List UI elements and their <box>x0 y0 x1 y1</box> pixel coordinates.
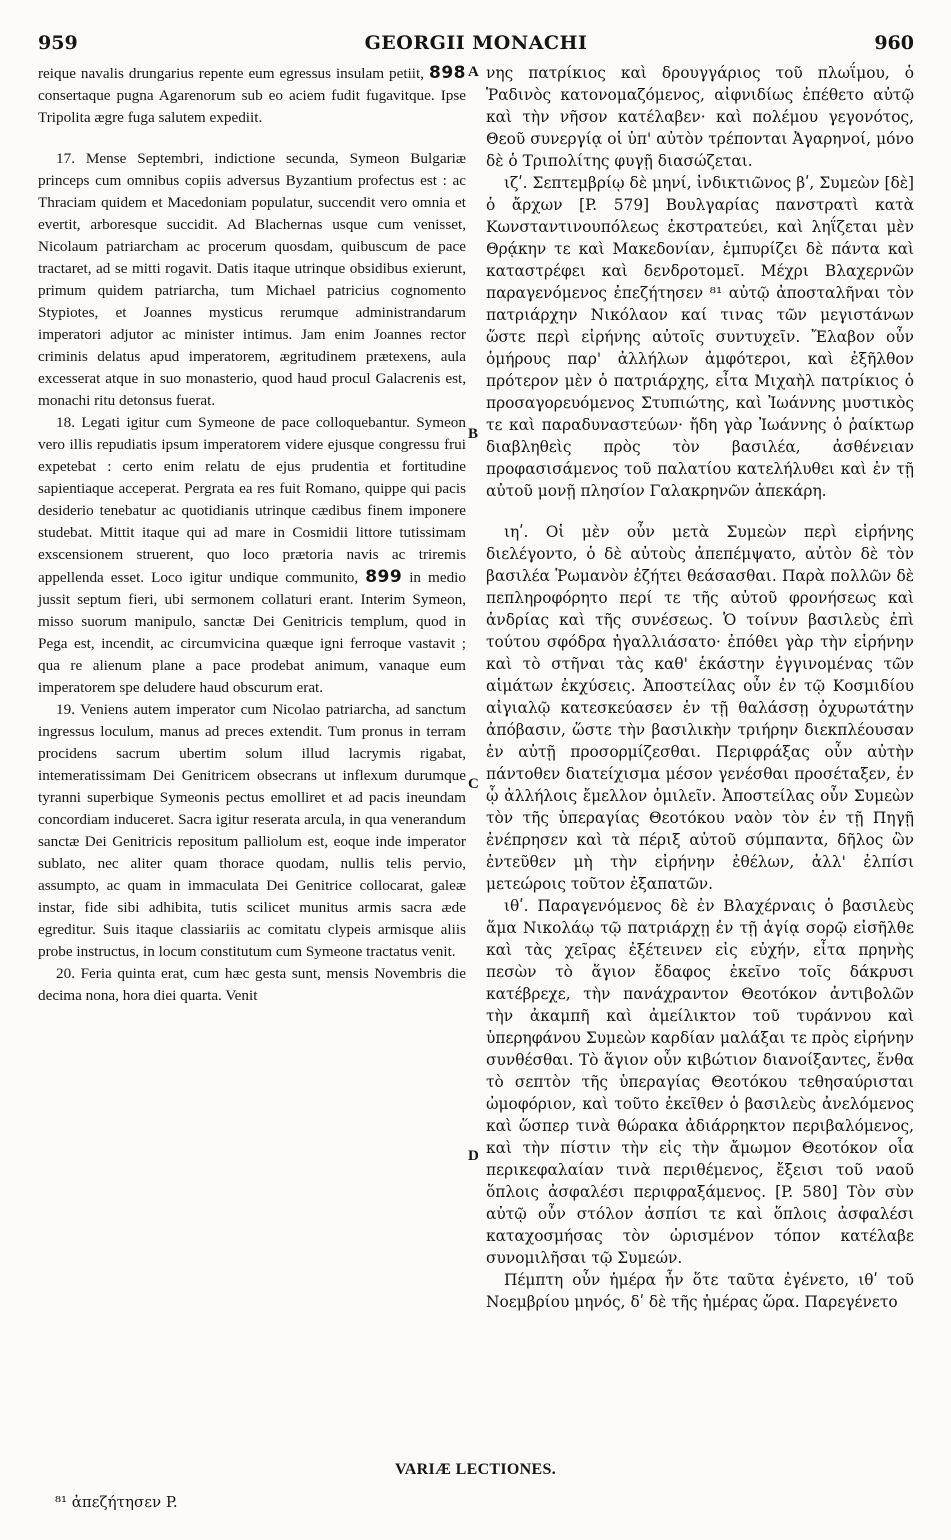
latin-column <box>38 62 466 1007</box>
latin-paragraph-17: 17. Mense Septembri, indictione secunda, Symeon Bulgariæ princeps cum omnibus copiis adversus Byzantium profectus est : ac Thraciam quidem et Macedoniam populatur, succendit vero omnia et evertit, arboresque succidit. Ad Blachernas usque cum venisset, Nicolaum patriarcham ac procerum quosdam, quibuscum de pace tractaret, ad se mitti rogavit. Datis itaque utrinque obsidibus exierunt, primum quidem patriarcha, tum Michael patricius cognomento Stypiotes, et Joannes mysticus rerumque administrandarum imperatori adjutor ac minister intimus. Jam enim Joannes rector criminis delatus apud imperatorem, ægritudinem prætexens, aula excesserat atque in suo monasterio, quod haud procul Galacrenis est, monachi ritu detonsus fuerat. <box>38 150 466 409</box>
page-number-left: 959 <box>38 32 78 54</box>
column-number: 898 <box>429 63 466 83</box>
variae-lectiones-heading: VARIÆ LECTIONES. <box>395 1461 556 1478</box>
latin-text: consertaque pugna Agarenorum sub eo aciem fudit fugavitque. Ipse Tripolita ægre fuga salutem expediit. <box>38 87 466 126</box>
margin-marker-b: B <box>468 426 479 442</box>
page-title: GEORGII MONACHI <box>364 32 588 54</box>
latin-paragraph-20: 20. Feria quinta erat, cum hæc gesta sunt, mensis Novembris die decima nona, hora diei quarta. Venit <box>38 965 466 1004</box>
latin-paragraph-18 <box>38 412 466 699</box>
greek-paragraph-18: ιηʹ. Οἱ μὲν οὖν μετὰ Συμεὼν περὶ εἰρήνης διελέγοντο, ὁ δὲ αὐτοὺς ἀπεπέμψατο, αὐτὸν δὲ τὸν βασιλέα Ῥωμανὸν ἐζήτει θεάσασθαι. Παρὰ πολλῶν δὲ πεπληροφόρητο περί τε τῆς αὐτοῦ φρονήσεως καὶ ἀνδρίας καὶ τῆς συνέσεως. Ὁ τοίνυν βασιλεὺς ἐπὶ τούτου σφόδρα ἠγαλλιάσατο· ἐπόθει γὰρ τὴν εἰρήνην καὶ τὸ στῆναι τὰς καθ' ἑκάστην ἐγγινομένας τῶν αἱμάτων ἐκχύσεις. Ἀποστείλας οὖν ἐν τῷ Κοσμιδίου αἰγιαλῷ κατεσκεύασεν ἐν τῇ θαλάσσῃ ὀχυρωτάτην ἀπόβασιν, ὥστε τὴν βασιλικὴν τριήρην διεκπλέουσαν ἐν αὐτῇ προσορμίζεσθαι. Περιφράξας οὖν αὐτὴν πάντοθεν διατείχισμα μέσον γενέσθαι προσέταξεν, ἐν ᾧ ἀλλήλοις ἔμελλον ὁμιλεῖν. Ἀποστείλας οὖν Συμεὼν τὸν τῆς ὑπεραγίας Θεοτόκου ναὸν τὸν ἐν τῇ Πηγῇ ἐνέπρησεν καὶ τὰ πέριξ αὐτοῦ σύμπαντα, δῆλος ὢν ἐντεῦθεν μὴ τὴν εἰρήνην ἐθέλων, ἀλλ' ἐλπίσι μετεώροις τοῦτον ἐξαπατῶν. <box>486 523 914 893</box>
latin-paragraph-intro <box>38 62 466 129</box>
margin-marker-c: C <box>468 776 479 792</box>
latin-text: in medio jussit septum fieri, ubi sermonem collaturi erant. Interim Symeon, misso suorum manipulo, sanctæ Dei Genitricis templum, quod in Pega est, incendit, ac circumvicina quæque igni ferroque vastavit ; qua re alienum plane a pace prodebat animum, vanaque eum imperatorem spe deludere haud obscurum erat. <box>38 569 466 696</box>
latin-text: 18. Legati igitur cum Symeone de pace colloquebantur. Symeon vero illis repudiatis ipsum imperatorem videre ejusque congressu frui expetebat : certo enim relatu de ejus prudentia et fortitudine sapientiaque acceperat. Pergrata ea res fuit Romano, quippe qui pacis desiderio tenebatur ac quotidianis utrinque cædibus finem imponere studebat. Mittit itaque qui ad mare in Cosmidii littore tutissimam exscensionem struerent, quo loco prætoria navis ac triremis appellenda esset. Loco igitur undique communito, <box>38 414 466 586</box>
greek-paragraph-17: ιζʹ. Σεπτεμβρίῳ δὲ μηνί, ἰνδικτιῶνος βʹ, Συμεὼν [δὲ] ὁ ἄρχων [P. 579] Βουλγαρίας πανστρατὶ κατὰ Κωνσταντινουπόλεως ἐκστρατεύει, καὶ ληΐζεται μὲν Θρᾴκην τε καὶ Μακεδονίαν, ἐμπυρίζει δὲ πάντα καὶ καταστρέφει καὶ δενδροτομεῖ. Μέχρι Βλαχερνῶν παραγενόμενος ἐπεζήτησεν ⁸¹ αὐτῷ ἀποσταλῆναι τὸν πατριάρχην Νικόλαον καί τινας τῶν μεγιστάνων ὥστε περὶ εἰρήνης αὐτοῖς συντυχεῖν. Ἔλαβον οὖν ὁμήρους παρ' ἀλλήλων ἀμφότεροι, καὶ ἐξῆλθον πρότερον μὲν ὁ πατριάρχης, εἶτα Μιχαὴλ πατρίκιος ὁ προσαγορευόμενος Στυπιώτης, καὶ Ἰωάννης μυστικὸς τε καὶ παραδυναστεύων· ἤδη γὰρ Ἰωάννης ὁ ῥαίκτωρ διαβληθεὶς πρὸς τὸν βασιλέα, ἀσθένειαν προφασισάμενος τοῦ παλατίου κατελήλυθει καὶ ἐν τῇ αὐτοῦ μονῇ πλησίον Γαλακρηνῶν ἀπεκάρη. <box>486 174 914 500</box>
greek-paragraph-19: ιθʹ. Παραγενόμενος δὲ ἐν Βλαχέρναις ὁ βασιλεὺς ἅμα Νικολάῳ τῷ πατριάρχῃ ἐν τῇ ἁγίᾳ σορῷ εἰσῆλθε καὶ τὰς χεῖρας ἐξέτεινεν εἰς εὐχήν, εἶτα πρηνὴς πεσὼν τὸ ἅγιον ἔδαφος ἐκεῖνο τοῖς δάκρυσι κατέβρεχε, τὴν πανάχραντον Θεοτόκον ἀντιβολῶν τὴν ἀκαμπῆ καὶ ἀμείλικτον τοῦ τυράννου καὶ ὑπερηφάνου Συμεὼν καρδίαν μαλάξαι τε πρὸς εἰρήνην συνθέσθαι. Τὸ ἅγιον οὖν κιβώτιον διανοίξαντες, ἔνθα τὸ σεπτὸν τῆς ὑπεραγίας Θεοτόκου τεθησαύρισται ὠμοφόριον, καὶ τοῦτο ἐκεῖθεν ὁ βασιλεὺς ἀνελόμενος καὶ ὥσπερ τινὰ θώρακα ἀδιάρρηκτον περιβαλόμενος, καὶ τὴν πίστιν τὴν εἰς τὴν ἄμωμον Θεοτόκον οἷα περικεφαλαίαν τινὰ περιθέμενος, ἔξεισι τοῦ ναοῦ ὅπλοις ἀσφαλέσι περιφραξάμενος. [P. 580] Τὸν σὺν αὐτῷ οὖν στόλον ἀσπίσι τε καὶ ὅπλοις ἀσφαλέσι καταχοσμήσας τὸν ὡρισμένον τόπον κατέλαβε συνομιλῆσαι τῷ Συμεών. <box>486 897 914 1267</box>
margin-marker-a: A <box>468 64 479 80</box>
footnote: ⁸¹ ἀπεζήτησεν P. <box>55 1493 178 1511</box>
greek-column <box>486 62 914 1313</box>
greek-paragraph-intro: νης πατρίκιος καὶ δρουγγάριος τοῦ πλωΐμου, ὁ Ῥαδινὸς κατονομαζόμενος, αἰφνιδίως ἐπέθετο αὐτῷ καὶ τὴν νῆσον κατέλαβεν· καὶ πολέμου γεγονότος, Θεοῦ συνεργίᾳ οἱ ὑπ' αὐτὸν τρέπονται Ἀγαρηνοί, μόνο δὲ ὁ Τριπολίτης φυγῇ διασώζεται. <box>486 64 914 170</box>
margin-marker-d: D <box>468 1148 479 1164</box>
greek-paragraph-20: Πέμπτη οὖν ἡμέρα ἦν ὅτε ταῦτα ἐγένετο, ιθʹ τοῦ Νοεμβρίου μηνός, δʹ δὲ τῆς ἡμέρας ὥρα. Παρεγένετο <box>486 1271 914 1311</box>
page-header <box>38 32 914 62</box>
latin-text: reique navalis drungarius repente eum egressus insulam petiit, <box>38 65 429 82</box>
column-number: 899 <box>365 567 403 587</box>
latin-paragraph-19: 19. Veniens autem imperator cum Nicolao patriarcha, ad sanctum ingressus loculum, manus ad preces extendit. Tum pronus in terram procidens sacrum ubertim solum illud lacrymis rigabat, intemeratissimam Dei Genitricem obsecrans ut inflexum durumque tyranni superbique Symeonis pectus emolliret et ad pacis ineundam concordiam induceret. Sacra igitur reserata arcula, in qua venerandum sanctæ Dei Genitricis repositum palliolum est, eoque inde imperator sublato, nec aliter quam thorace quodam, nullis telis pervio, assumpto, ac quam in immaculata Dei Genitrice collocarat, galeæ instar, fide sibi adhibita, tutis scilicet munitus armis sacra æde egreditur. Suis itaque classiariis ac comitatu clypeis armisque aliis probe instructus, in locum constitutum cum Symeone tractatus venit. <box>38 701 466 960</box>
page-number-right: 960 <box>874 32 914 54</box>
